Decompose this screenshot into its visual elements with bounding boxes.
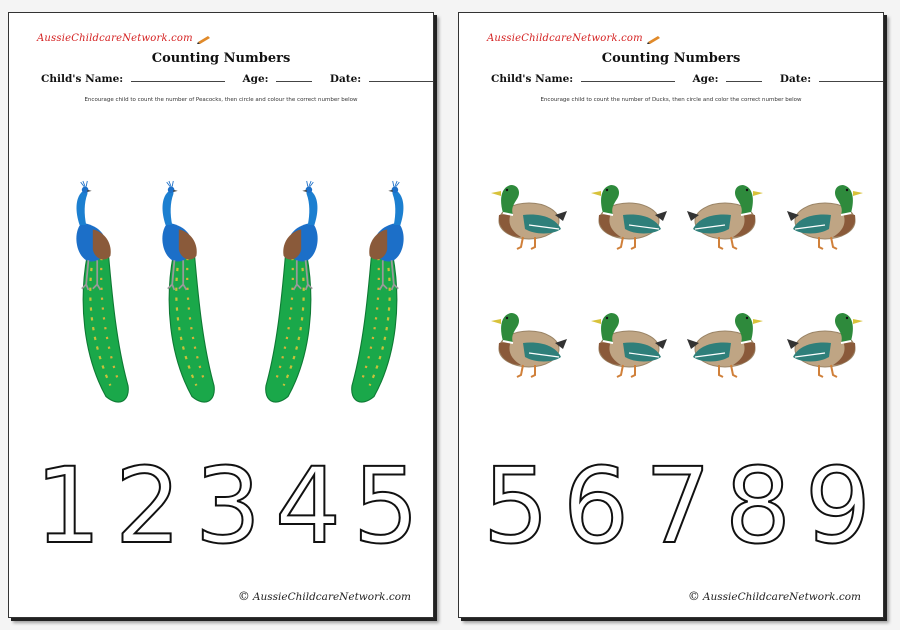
instruction-text: Encourage child to count the number of Ducks, then circle and color the correct number below	[540, 97, 802, 103]
duck-1	[489, 175, 569, 255]
number-1[interactable]: 1	[34, 445, 102, 567]
peacock-3	[253, 181, 323, 401]
worksheet-title: Counting Numbers	[151, 51, 291, 66]
number-8[interactable]: 8	[724, 445, 792, 567]
number-7[interactable]: 7	[644, 445, 712, 567]
date-line	[819, 71, 883, 82]
age-line	[726, 71, 762, 82]
age-label: Age:	[692, 73, 719, 85]
number-4[interactable]: 4	[274, 445, 342, 567]
duck-6	[589, 303, 669, 383]
copyright-icon: ©	[237, 589, 250, 603]
date-label: Date:	[329, 73, 362, 85]
child-name-line	[581, 71, 675, 82]
number-3[interactable]: 3	[194, 445, 262, 567]
number-9[interactable]: 9	[804, 445, 872, 567]
number-choices	[9, 445, 433, 567]
date-line	[369, 71, 433, 82]
pencil-icon	[646, 34, 662, 44]
number-choices	[459, 445, 883, 567]
worksheet-peacocks	[8, 12, 434, 618]
duck-2	[589, 175, 669, 255]
peacock-4	[339, 181, 409, 401]
date-label: Date:	[779, 73, 812, 85]
student-info-fields	[491, 71, 865, 87]
worksheet-ducks	[458, 12, 884, 618]
age-label: Age:	[242, 73, 269, 85]
age-line	[276, 71, 312, 82]
brand-logo: AussieChildcareNetwork.com	[37, 33, 212, 44]
brand-logo: AussieChildcareNetwork.com	[487, 33, 662, 44]
number-6[interactable]: 6	[562, 445, 630, 567]
copyright-icon: ©	[687, 589, 700, 603]
number-2[interactable]: 2	[114, 445, 182, 567]
student-info-fields	[41, 71, 415, 87]
duck-4	[785, 175, 865, 255]
instruction-text: Encourage child to count the number of Peacocks, then circle and colour the correct number below	[84, 97, 358, 103]
duck-5	[489, 303, 569, 383]
duck-7	[685, 303, 765, 383]
footer-credit: © AussieChildcareNetwork.com	[687, 589, 861, 603]
duck-8	[785, 303, 865, 383]
worksheet-title: Counting Numbers	[601, 51, 741, 66]
footer-credit: © AussieChildcareNetwork.com	[237, 589, 411, 603]
number-5[interactable]: 5	[482, 445, 550, 567]
pencil-icon	[196, 34, 212, 44]
child-name-label: Child's Name:	[491, 73, 574, 85]
peacock-2	[157, 181, 227, 401]
child-name-label: Child's Name:	[41, 73, 124, 85]
child-name-line	[131, 71, 225, 82]
duck-3	[685, 175, 765, 255]
number-5[interactable]: 5	[352, 445, 420, 567]
peacock-1	[71, 181, 141, 401]
